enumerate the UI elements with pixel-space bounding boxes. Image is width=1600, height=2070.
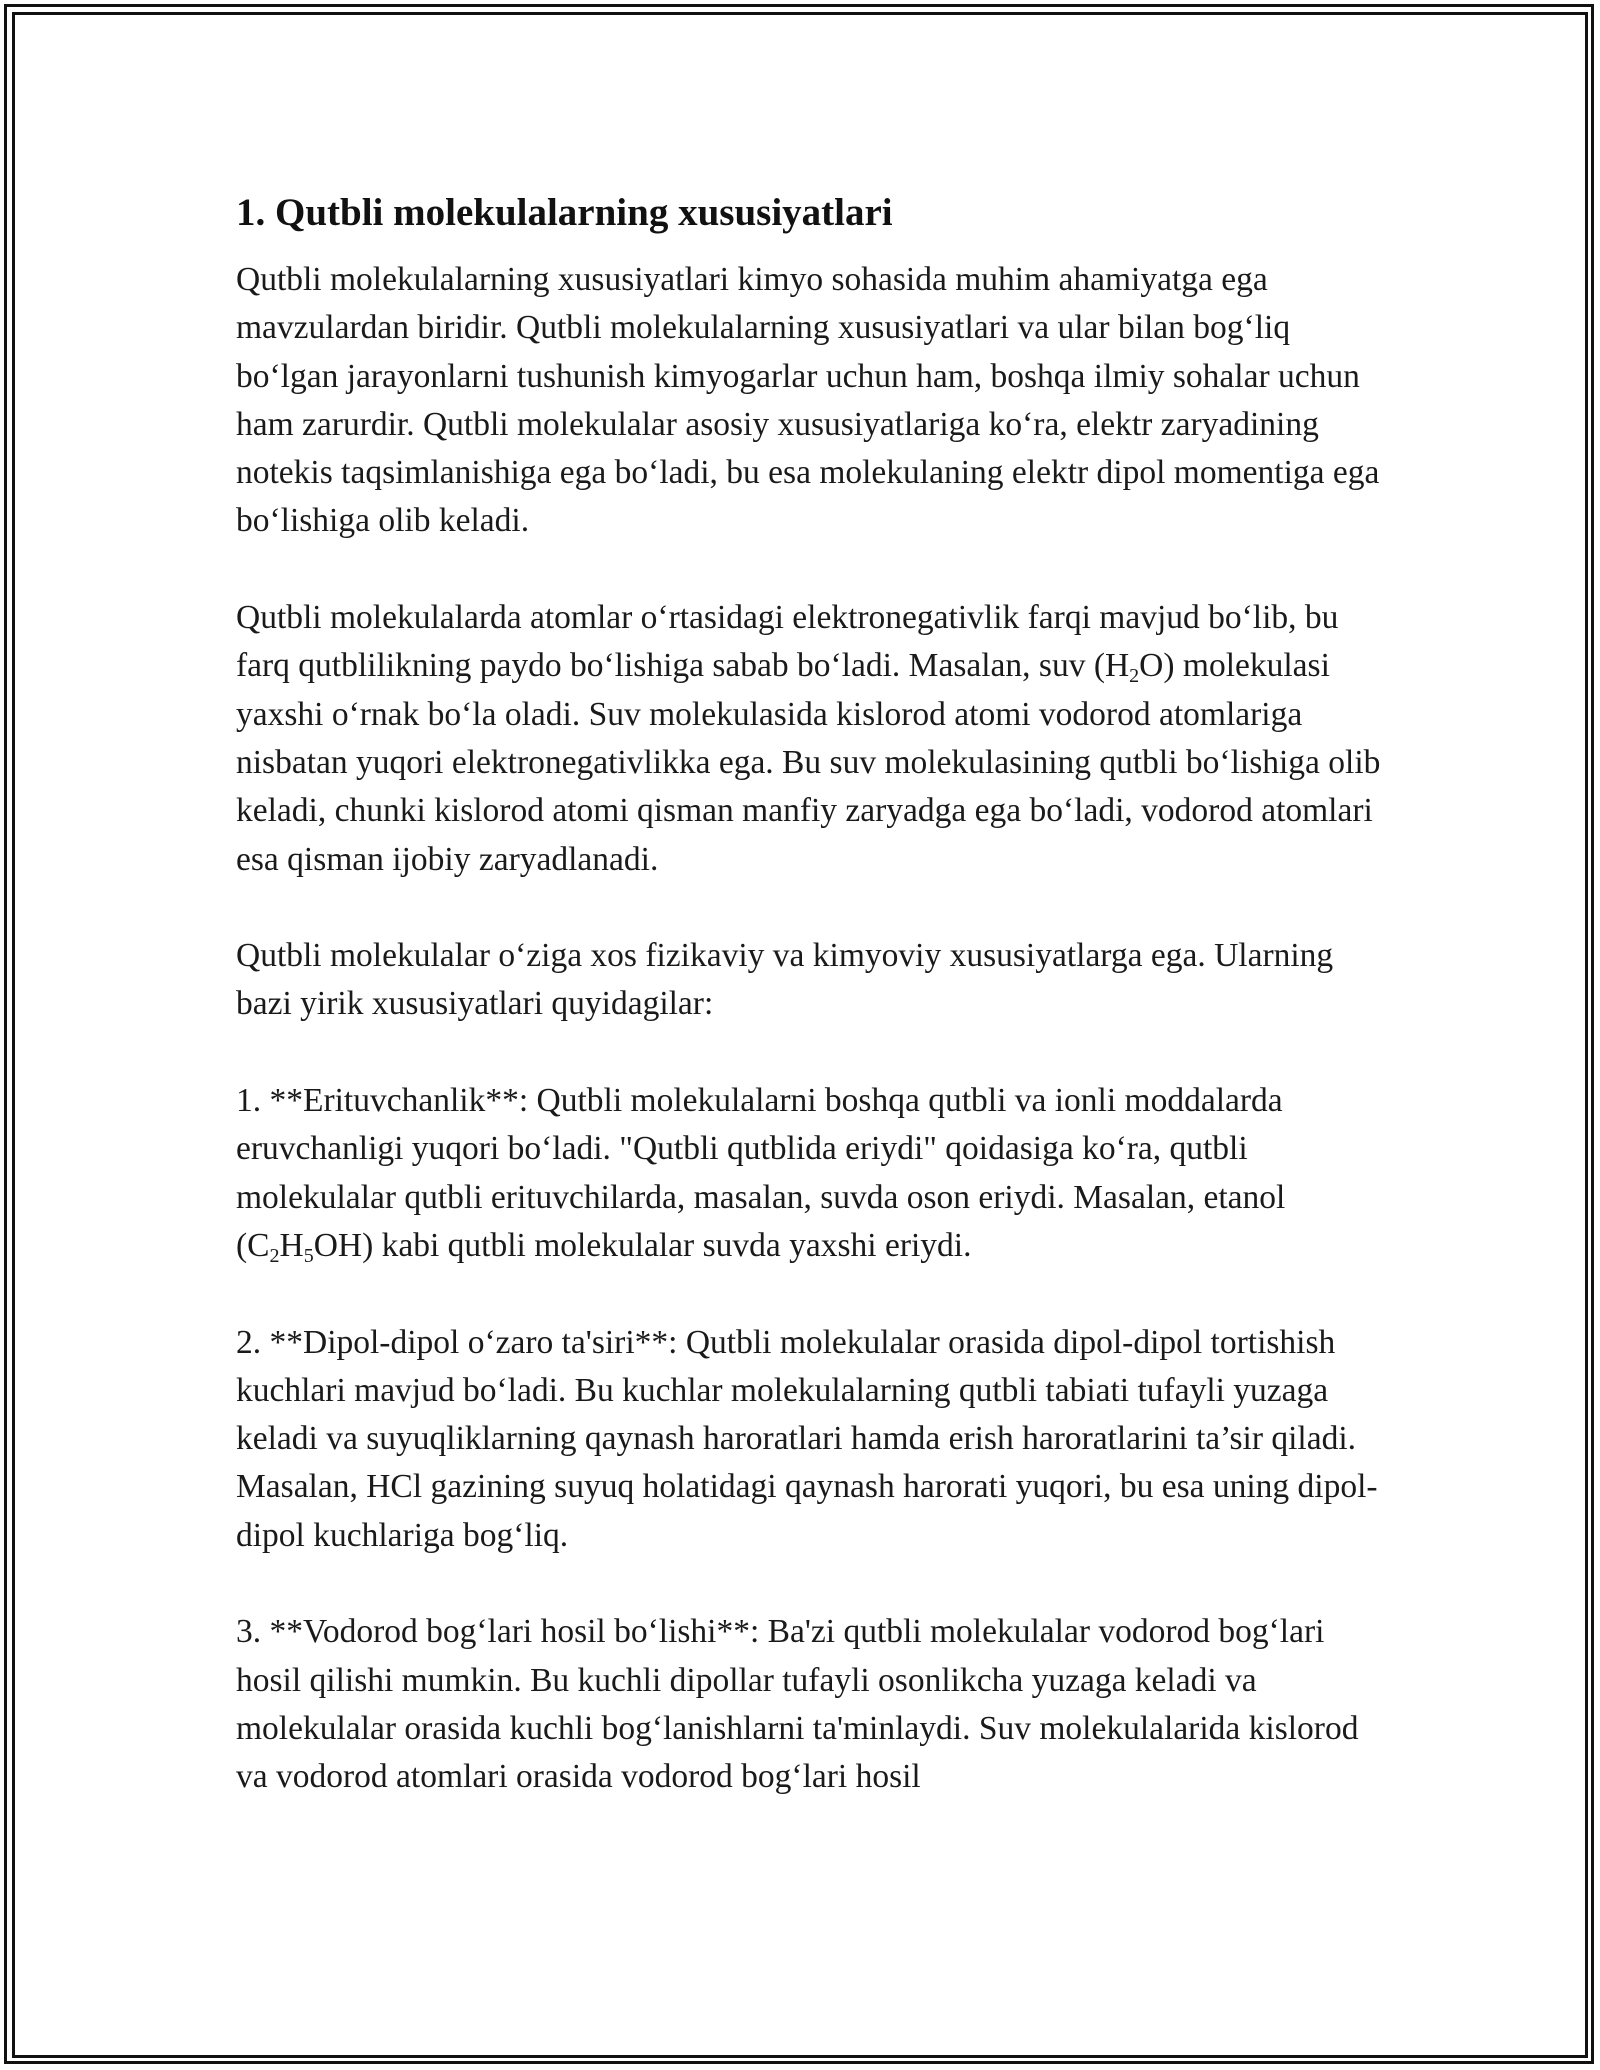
list-item-solubility [236,1077,1386,1270]
paragraph-electronegativity [236,594,1386,884]
paragraph-text: Qutbli molekulalarda atomlar o‘rtasidagi elektronegativlik farqi mavjud bo‘lib, bu farq qutblilikning paydo bo‘lishiga sabab bo‘ladi. Masalan, suv (H [236,599,1339,685]
paragraph-text: 1. **Erituvchanlik**: Qutbli molekulalarni boshqa qutbli va ionli moddalarda eruvchanligi yuqori bo‘ladi. "Qutbli qutblida eriydi" qoidasiga ko‘ra, qutbli molekulalar qutbli erituvchilarda, masalan, suvda oson eriydi. Masalan, etanol (C [236,1082,1286,1264]
paragraph-properties-intro: Qutbli molekulalar o‘ziga xos fizikaviy va kimyoviy xususiyatlarga ega. Ularning bazi yirik xususiyatlari quyidagilar: [236,937,1334,1023]
paragraph-text: O) molekulasi yaxshi o‘rnak bo‘la oladi. Suv molekulasida kislorod atomi vodorod atomlariga nisbatan yuqori elektronegativlikka ega. Bu suv molekulasining qutbli bo‘lishiga olib keladi, chunki kislorod atomi qisman manfiy zaryadga ega bo‘ladi, vodorod atomlari esa qisman ijobiy zaryadlanadi. [236,647,1381,878]
subscript: 2 [1129,665,1140,688]
paragraph-text: OH) kabi qutbli molekulalar suvda yaxshi eriydi. [313,1226,972,1264]
document-body [236,188,1386,1850]
list-item-dipole-dipole: 2. **Dipol-dipol o‘zaro ta'siri**: Qutbli molekulalar orasida dipol-dipol tortishish kuchlari mavjud bo‘ladi. Bu kuchlar molekulalarning qutbli tabiati tufayli yuzaga keladi va suyuqliklarning qaynash haroratlari hamda erish haroratlarini ta’sir qiladi. Masalan, HCl gazining suyuq holatidagi qaynash harorati yuqori, bu esa uning dipol-dipol kuchlariga bog‘liq. [236,1323,1378,1554]
list-item-hydrogen-bonds: 3. **Vodorod bog‘lari hosil bo‘lishi**: Ba'zi qutbli molekulalar vodorod bog‘lari hosil qilishi mumkin. Bu kuchli dipollar tufayli osonlikcha yuzaga keladi va molekulalar orasida kuchli bog‘lanishlarni ta'minlaydi. Suv molekulalarida kislorod va vodorod atomlari orasida vodorod bog‘lari hosil [236,1613,1359,1796]
paragraph-text: H [279,1226,304,1264]
subscript: 2 [269,1244,280,1267]
subscript: 5 [303,1244,314,1267]
paragraph-intro: Qutbli molekulalarning xususiyatlari kimyo sohasida muhim ahamiyatga ega mavzulardan biridir. Qutbli molekulalarning xususiyatlari va ular bilan bog‘liq bo‘lgan jarayonlarni tushunish kimyogarlar uchun ham, boshqa ilmiy sohalar uchun ham zarurdir. Qutbli molekulalar asosiy xususiyatlariga ko‘ra, elektr zaryadining notekis taqsimlanishiga ega bo‘ladi, bu esa molekulaning elektr dipol momentiga ega bo‘lishiga olib keladi. [236,261,1380,540]
section-heading: 1. Qutbli molekulalarning xususiyatlari [236,191,893,234]
